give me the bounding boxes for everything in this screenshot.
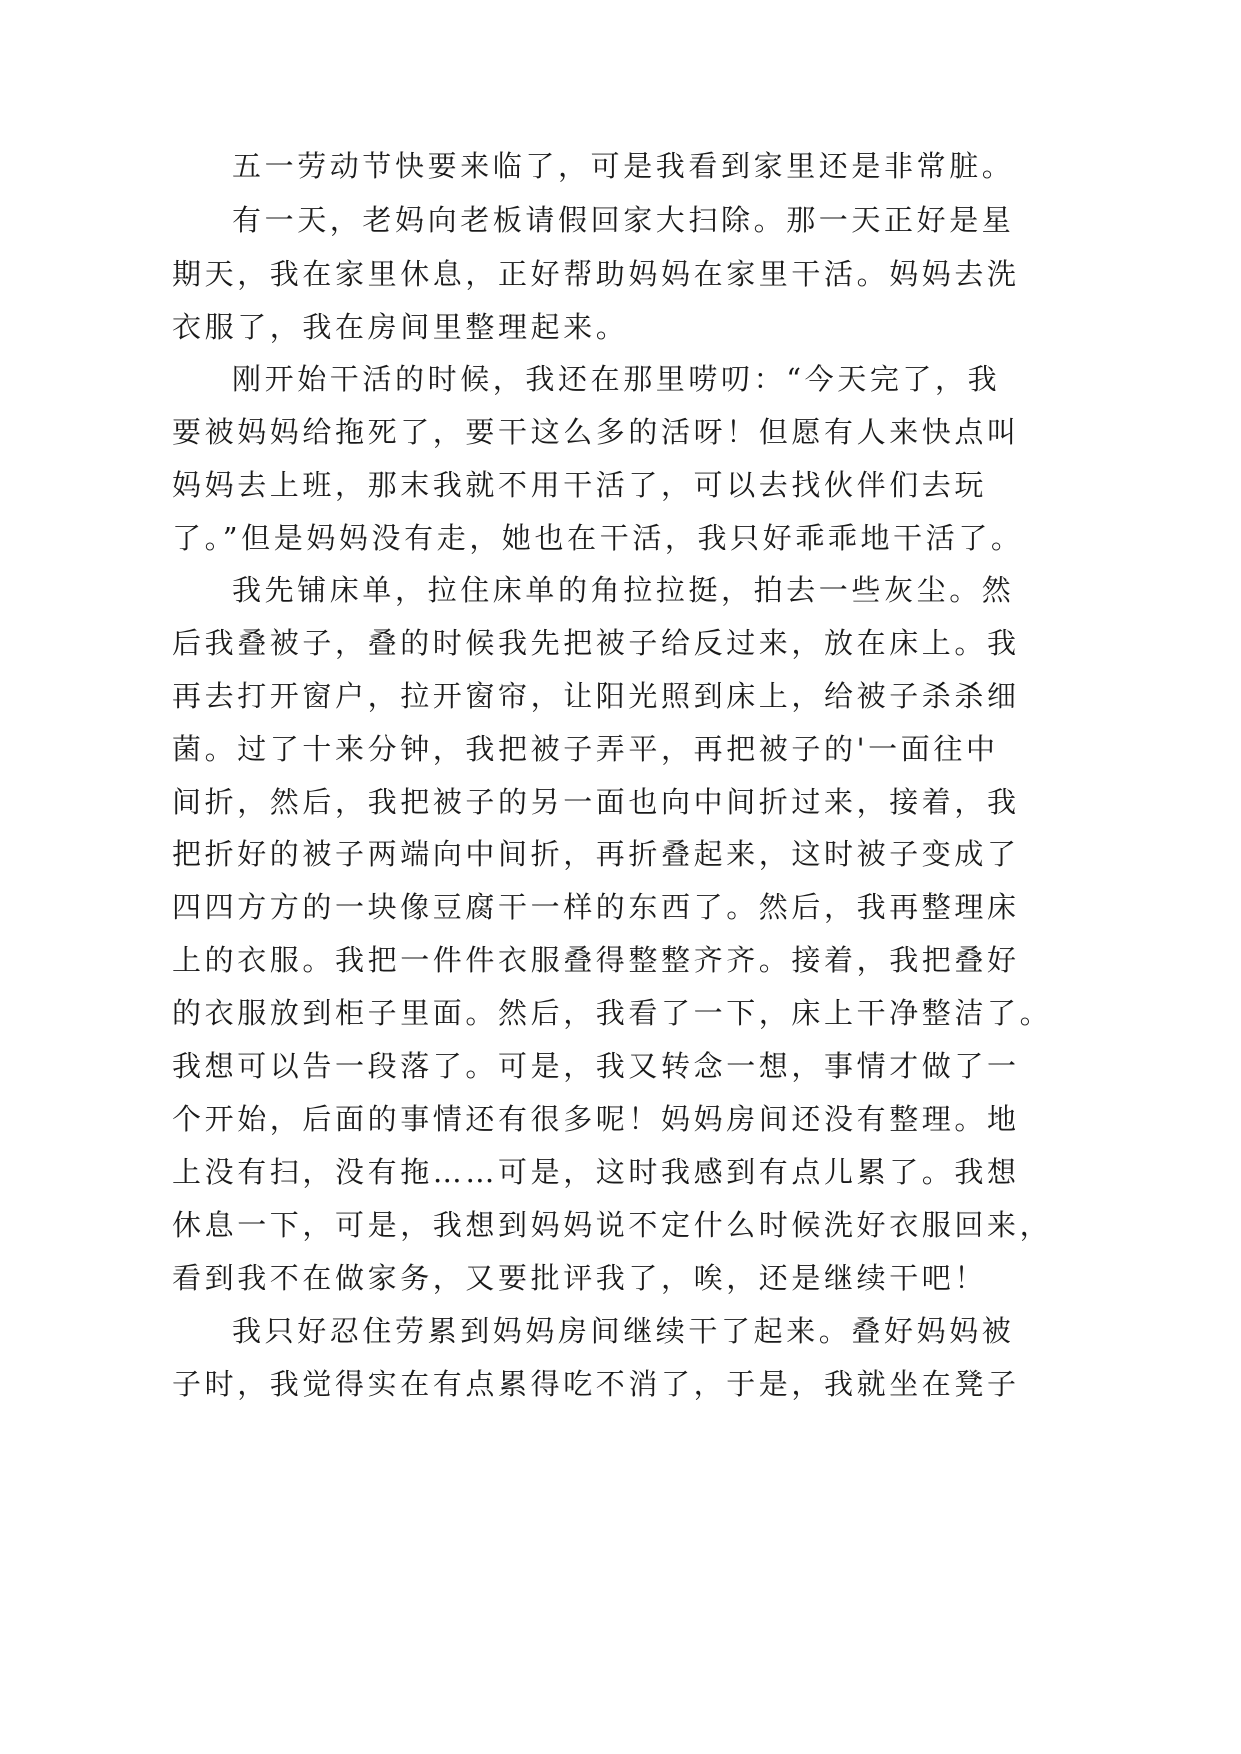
text-line: 上没有扫，没有拖……可是，这时我感到有点儿累了。我想 — [172, 1155, 1020, 1189]
text-line: 衣服了，我在房间里整理起来。 — [172, 310, 629, 344]
text-line: 有一天，老妈向老板请假回家大扫除。那一天正好是星 — [232, 203, 1015, 237]
text-line: 了。”但是妈妈没有走，她也在干活，我只好乖乖地干活了。 — [172, 521, 1024, 555]
text-line: 再去打开窗户，拉开窗帘，让阳光照到床上，给被子杀杀细 — [172, 679, 1020, 713]
text-line: 妈妈去上班，那末我就不用干活了，可以去找伙伴们去玩 — [172, 468, 988, 502]
text-line: 五一劳动节快要来临了，可是我看到家里还是非常脏。 — [232, 149, 1015, 183]
text-line: 把折好的被子两端向中间折，再折叠起来，这时被子变成了 — [172, 837, 1020, 871]
text-line: 我想可以告一段落了。可是，我又转念一想，事情才做了一 — [172, 1049, 1020, 1083]
text-line: 菌。过了十来分钟，我把被子弄平，再把被子的'一面往中 — [172, 732, 999, 766]
text-line: 间折，然后，我把被子的另一面也向中间折过来，接着，我 — [172, 785, 1020, 819]
text-line: 要被妈妈给拖死了，要干这么多的活呀！但愿有人来快点叫 — [172, 415, 1020, 449]
text-line: 的衣服放到柜子里面。然后，我看了一下，床上干净整洁了。 — [172, 996, 1053, 1030]
text-line: 我先铺床单，拉住床单的角拉拉挺，拍去一些灰尘。然 — [232, 573, 1015, 607]
text-line: 休息一下，可是，我想到妈妈说不定什么时候洗好衣服回来， — [172, 1208, 1053, 1242]
text-line: 刚开始干活的时候，我还在那里唠叨：“今天完了，我 — [232, 362, 1001, 396]
text-line: 看到我不在做家务，又要批评我了，唉，还是继续干吧！ — [172, 1261, 988, 1295]
text-line: 子时，我觉得实在有点累得吃不消了，于是，我就坐在凳子 — [172, 1367, 1020, 1401]
text-line: 上的衣服。我把一件件衣服叠得整整齐齐。接着，我把叠好 — [172, 943, 1020, 977]
text-line: 个开始，后面的事情还有很多呢！妈妈房间还没有整理。地 — [172, 1102, 1020, 1136]
text-line: 我只好忍住劳累到妈妈房间继续干了起来。叠好妈妈被 — [232, 1314, 1015, 1348]
text-line: 期天，我在家里休息，正好帮助妈妈在家里干活。妈妈去洗 — [172, 257, 1020, 291]
text-line: 后我叠被子，叠的时候我先把被子给反过来，放在床上。我 — [172, 626, 1020, 660]
text-line: 四四方方的一块像豆腐干一样的东西了。然后，我再整理床 — [172, 890, 1020, 924]
